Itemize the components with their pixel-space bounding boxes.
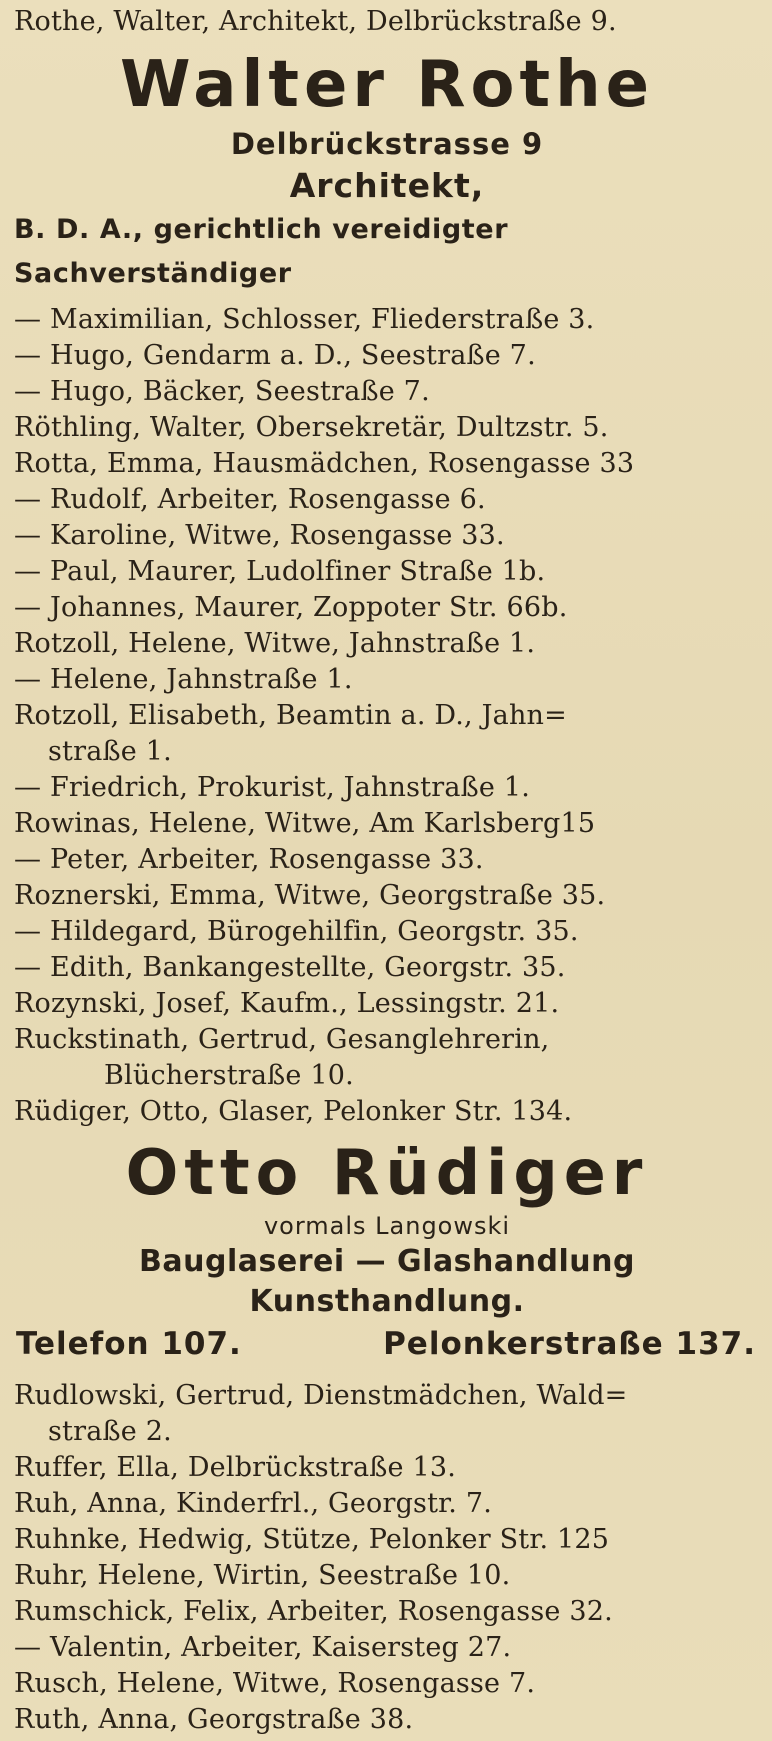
directory-entry: Rotzoll, Elisabeth, Beamtin a. D., Jahn= [14,700,567,731]
directory-entry: — Valentin, Arbeiter, Kaisersteg 27. [14,1632,512,1663]
directory-entry-continuation: straße 2. [48,1416,172,1447]
directory-entry: — Friedrich, Prokurist, Jahnstraße 1. [14,772,530,803]
directory-entry: — Paul, Maurer, Ludolfiner Straße 1b. [14,556,546,587]
directory-entry: Rudlowski, Gertrud, Dienstmädchen, Wald= [14,1380,628,1411]
directory-entry: Rozynski, Josef, Kaufm., Lessingstr. 21. [14,988,560,1019]
ad-title-otto-ruediger: Otto Rüdiger [125,1136,649,1209]
directory-entry: — Hugo, Gendarm a. D., Seestraße 7. [14,340,536,371]
directory-entry: Rumschick, Felix, Arbeiter, Rosengasse 32. [14,1596,613,1627]
directory-entry: Rothe, Walter, Architekt, Delbrückstraße 9. [14,6,617,37]
directory-entry: — Hildegard, Bürogehilfin, Georgstr. 35. [14,916,579,947]
directory-entry: Ruhr, Helene, Wirtin, Seestraße 10. [14,1560,511,1591]
ad-credentials: B. D. A., gerichtlich vereidigter Sachverständiger [14,214,509,289]
ad-contact-row [14,1322,760,1366]
directory-entry: Roznerski, Emma, Witwe, Georgstraße 35. [14,880,606,911]
directory-entry: Rüdiger, Otto, Glaser, Pelonker Str. 134. [14,1096,573,1127]
directory-entry: Rowinas, Helene, Witwe, Am Karlsberg15 [14,808,596,839]
ad-formerly: vormals Langowski [263,1212,511,1240]
ad-phone: Telefon 107. [16,1326,242,1362]
ad-street: Delbrückstrasse 9 [230,127,544,161]
directory-entry: — Hugo, Bäcker, Seestraße 7. [14,376,430,407]
ad-profession: Architekt, [289,166,485,205]
ad-address: Pelonkerstraße 137. [383,1326,756,1362]
directory-entry: — Maximilian, Schlosser, Fliederstraße 3. [14,304,595,335]
directory-entry: Rotzoll, Helene, Witwe, Jahnstraße 1. [14,628,536,659]
directory-entry: Ruth, Anna, Georgstraße 38. [14,1704,414,1735]
ad-business-line-2: Kunsthandlung. [249,1284,525,1319]
directory-entry: — Edith, Bankangestellte, Georgstr. 35. [14,952,566,983]
directory-entry: — Johannes, Maurer, Zoppoter Str. 66b. [14,592,568,623]
directory-entry: — Helene, Jahnstraße 1. [14,664,353,695]
directory-entry: Ruckstinath, Gertrud, Gesanglehrerin, [14,1024,550,1055]
directory-entry: — Karoline, Witwe, Rosengasse 33. [14,520,505,551]
ad-title-walter-rothe: Walter Rothe [119,48,655,122]
ad-business-line-1: Bauglaserei — Glashandlung [139,1244,635,1279]
directory-entry: Röthling, Walter, Obersekretär, Dultzstr. 5. [14,412,609,443]
directory-entry: Ruh, Anna, Kinderfrl., Georgstr. 7. [14,1488,493,1519]
directory-entry-continuation: Blücherstraße 10. [104,1060,354,1091]
directory-entry-continuation: straße 1. [48,736,172,767]
directory-entry: Ruffer, Ella, Delbrückstraße 13. [14,1452,456,1483]
directory-entry: Rusch, Helene, Witwe, Rosengasse 7. [14,1668,536,1699]
directory-entry: — Rudolf, Arbeiter, Rosengasse 6. [14,484,486,515]
directory-entry: — Peter, Arbeiter, Rosengasse 33. [14,844,484,875]
directory-entry: Ruhnke, Hedwig, Stütze, Pelonker Str. 125 [14,1524,610,1555]
directory-entry: Rotta, Emma, Hausmädchen, Rosengasse 33 [14,448,635,479]
